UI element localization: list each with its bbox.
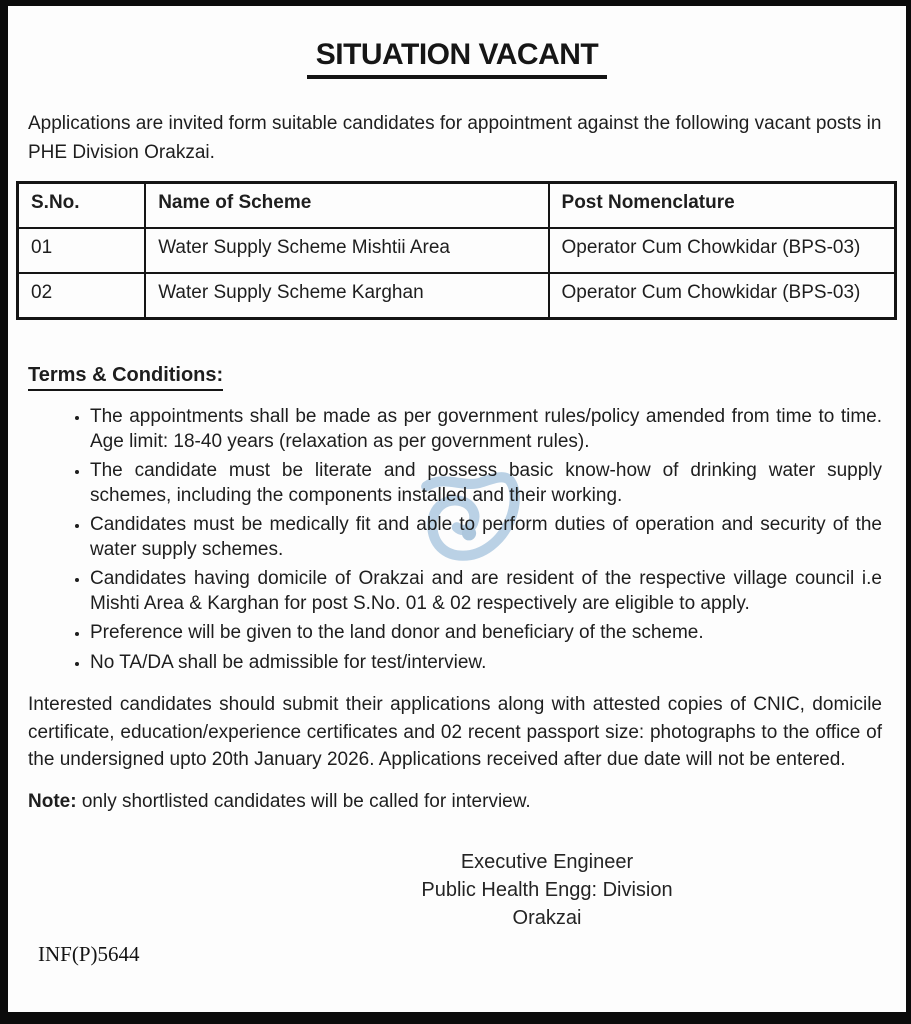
term-item: • The candidate must be literate and possess basic know-how of drinking water supply schemes, including the components installed and their working.	[90, 459, 882, 508]
table-row	[18, 273, 896, 319]
terms-list	[8, 405, 906, 675]
signature-block	[387, 848, 707, 932]
intro-paragraph: Applications are invited form suitable candidates for appointment against the following vacant posts in PHE Division Orakzai.	[28, 113, 882, 163]
terms-heading-row	[28, 364, 906, 391]
term-item: • No TA/DA shall be admissible for test/interview.	[90, 651, 882, 676]
ref-number: INF(P)5644	[38, 942, 140, 966]
term-item: • The appointments shall be made as per government rules/policy amended from time to time. Age limit: 18-40 years (relaxation as per government rules).	[90, 405, 882, 454]
signature-title: Executive Engineer	[460, 850, 634, 873]
header-post-nomenclature: Post Nomenclature	[549, 183, 896, 229]
signature-department: Public Health Engg: Division	[421, 878, 673, 901]
page-title: SITUATION VACANT	[307, 38, 608, 79]
cell-scheme-name: Water Supply Scheme Mishtii Area	[145, 228, 548, 273]
note-text: only shortlisted candidates will be called for interview.	[76, 790, 531, 812]
term-item: • Candidates must be medically fit and able to perform duties of operation and security of the water supply schemes.	[90, 513, 882, 562]
header-scheme-name: Name of Scheme	[145, 183, 548, 229]
cell-post-nomenclature: Operator Cum Chowkidar (BPS-03)	[549, 273, 896, 319]
header-sno: S.No.	[18, 183, 146, 229]
table-header-row	[18, 183, 896, 229]
cell-scheme-name: Water Supply Scheme Karghan	[145, 273, 548, 319]
signature-location: Orakzai	[512, 906, 582, 929]
table-row	[18, 228, 896, 273]
title-row	[8, 6, 906, 79]
term-item: • Preference will be given to the land donor and beneficiary of the scheme.	[90, 621, 882, 646]
document	[8, 6, 906, 966]
cell-sno: 02	[18, 273, 146, 319]
note-label: Note:	[28, 790, 77, 812]
terms-heading: Terms & Conditions:	[28, 364, 223, 391]
cell-post-nomenclature: Operator Cum Chowkidar (BPS-03)	[549, 228, 896, 273]
note-line	[28, 790, 886, 814]
term-item: • Candidates having domicile of Orakzai and are resident of the respective village council i.e Mishti Area & Karghan for post S.No. 01 & 02 respectively are eligible to apply.	[90, 567, 882, 616]
vacancy-table	[16, 181, 897, 320]
cell-sno: 01	[18, 228, 146, 273]
closing-paragraph: Interested candidates should submit their applications along with attested copies of CNIC, domicile certificate, education/experience certificates and 02 recent passport size: photographs to the office of the undersigned upto 20th January 2026. Applications received after due date will not be entered.	[28, 694, 882, 770]
